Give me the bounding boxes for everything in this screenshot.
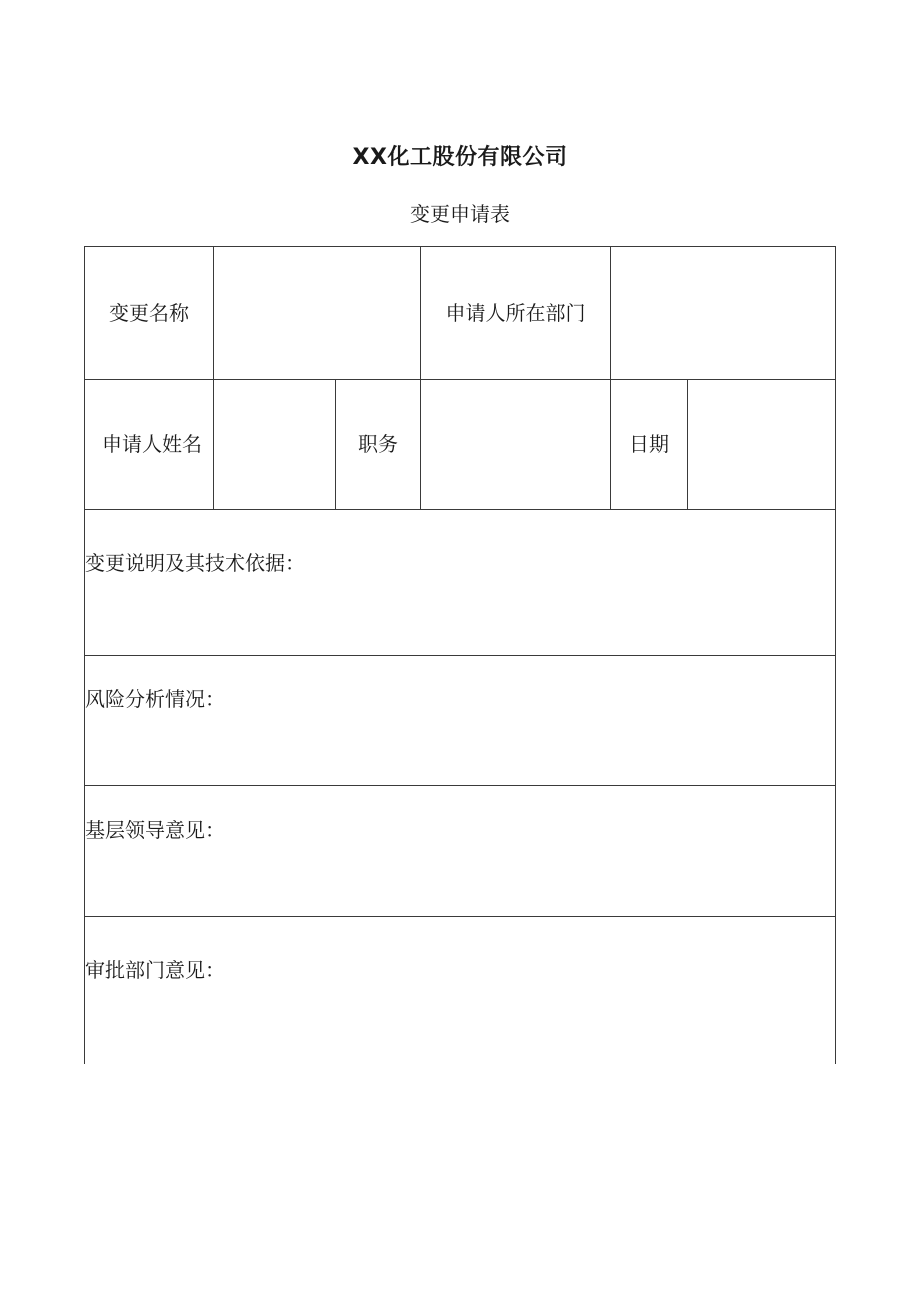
form-title: 变更申请表 [410,202,510,226]
position-field[interactable] [421,380,610,509]
description-field[interactable] [85,580,835,655]
table-border-right [835,246,836,1064]
supervisor-opinion-field[interactable] [85,847,835,916]
row-divider-4 [84,785,836,786]
applicant-name-field[interactable] [214,380,335,509]
row-divider-2 [84,509,836,510]
approval-opinion-field[interactable] [85,987,835,1064]
department-label: 申请人所在部门 [445,301,586,325]
date-label: 日期 [629,432,669,456]
description-label: 变更说明及其技术依据： [85,551,305,575]
row-divider-3 [84,655,836,656]
company-name: XX化工股份有限公司 [352,145,568,170]
department-field[interactable] [611,247,835,379]
change-name-field[interactable] [214,247,420,379]
risk-analysis-label: 风险分析情况： [85,687,225,711]
applicant-name-label: 申请人姓名 [102,432,202,456]
position-label: 职务 [358,432,398,456]
supervisor-opinion-label: 基层领导意见： [85,818,225,842]
table-border-left [84,246,85,1064]
change-name-label: 变更名称 [109,301,189,325]
approval-opinion-label: 审批部门意见： [85,958,225,982]
date-field[interactable] [688,380,835,509]
risk-analysis-field[interactable] [85,716,835,785]
row-divider-5 [84,916,836,917]
